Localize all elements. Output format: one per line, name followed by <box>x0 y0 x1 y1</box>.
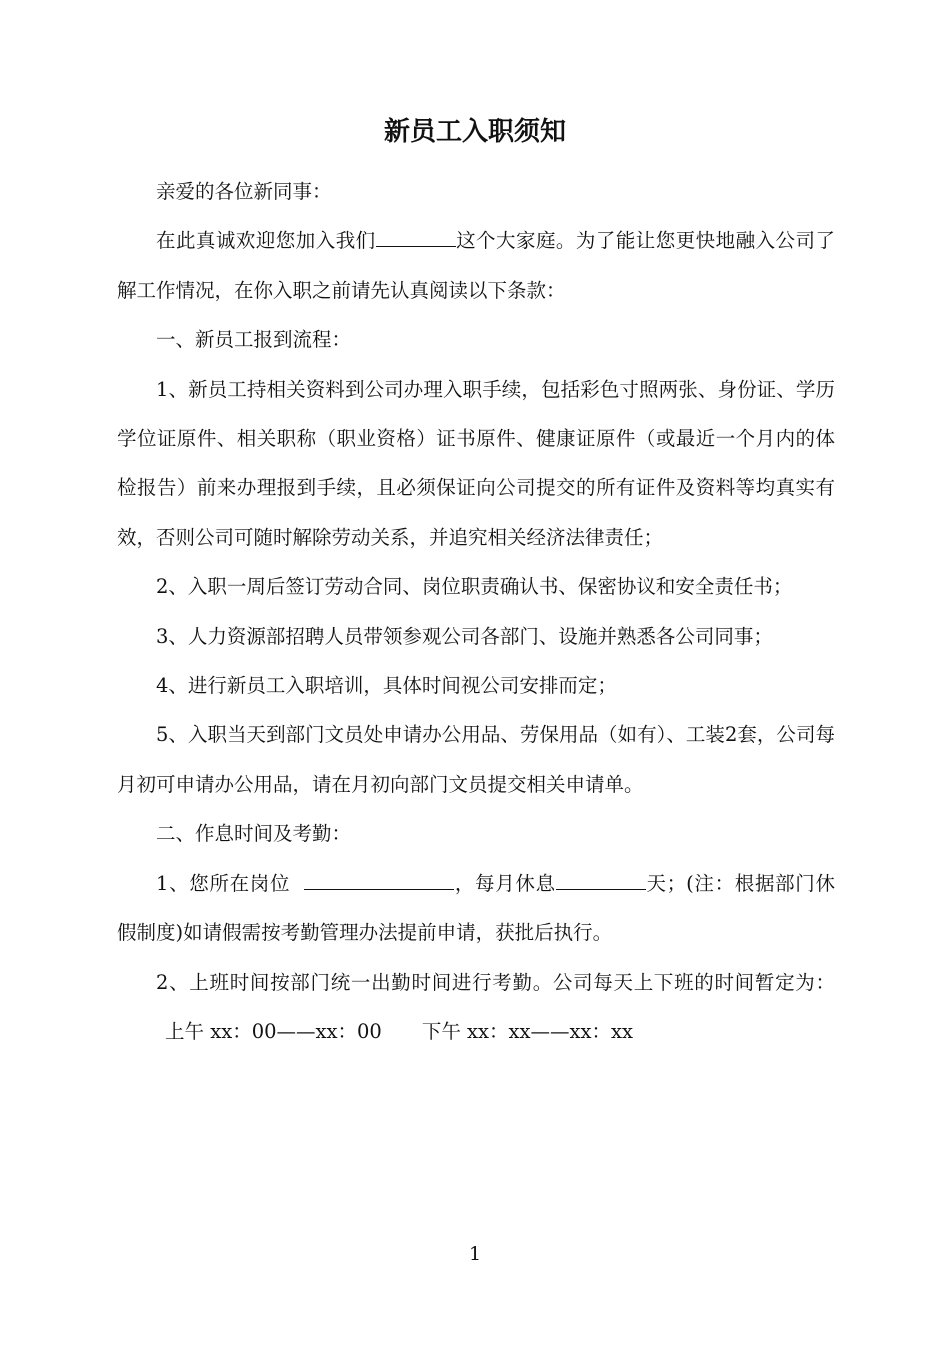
document-body <box>117 167 835 1056</box>
section2-heading: 二、作息时间及考勤： <box>156 822 352 846</box>
afternoon-hours: 下午 xx：xx——xx：xx <box>421 1019 634 1043</box>
intro-text-before-blank: 在此真诚欢迎您加入我们 <box>156 229 376 253</box>
section1-item-4: 4、进行新员工入职培训，具体时间视公司安排而定； <box>156 674 617 698</box>
section1-item-3: 3、人力资源部招聘人员带领参观公司各部门、设施并熟悉各公司同事； <box>156 624 773 648</box>
section1-item-1: 1、新员工持相关资料到公司办理入职手续，包括彩色寸照两张、身份证、学历学位证原件、相关职称（职业资格）证书原件、健康证原件（或最近一个月内的体检报告）前来办理报到手续，且必须保证向公司提交的所有证件及资料等均真实有效，否则公司可随时解除劳动关系，并追究相关经济法律责任； <box>117 377 835 549</box>
section2-item-1-part1: 1、您所在岗位 <box>156 871 291 895</box>
section2-item-2-text: 2、上班时间按部门统一出勤时间进行考勤。公司每天上下班的时间暂定为： <box>156 970 835 994</box>
rest-days-blank <box>556 868 646 889</box>
morning-hours: 上午 xx：00——xx：00 <box>165 1019 382 1043</box>
greeting: 亲爱的各位新同事： <box>156 180 332 203</box>
section2-item-1-part2: ，每月休息 <box>454 871 556 895</box>
section2-item-1-part3: 天；(注：根据部门休假制度)如请假需按考勤管理办法提前申请，获批后执行。 <box>117 871 835 945</box>
company-name-blank <box>376 226 456 247</box>
section1-item-5: 5、入职当天到部门文员处申请办公用品、劳保用品（如有）、工装2套，公司每月初可申请办公用品，请在月初向部门文员提交相关申请单。 <box>117 723 835 796</box>
position-blank <box>304 868 454 889</box>
section2-item-2 <box>117 958 835 1057</box>
section1-item-2: 2、入职一周后签订劳动合同、岗位职责确认书、保密协议和安全责任书； <box>156 575 793 599</box>
section2-item-1 <box>117 859 835 958</box>
page-number: 1 <box>468 1243 482 1265</box>
document-title: 新员工入职须知 <box>383 117 566 147</box>
intro-paragraph <box>117 216 835 315</box>
intro-text-after-blank: 这个大家庭。为了能让您更快地融入公司了解工作情况，在你入职之前请先认真阅读以下条款： <box>117 229 835 302</box>
section1-heading: 一、新员工报到流程： <box>156 328 352 352</box>
